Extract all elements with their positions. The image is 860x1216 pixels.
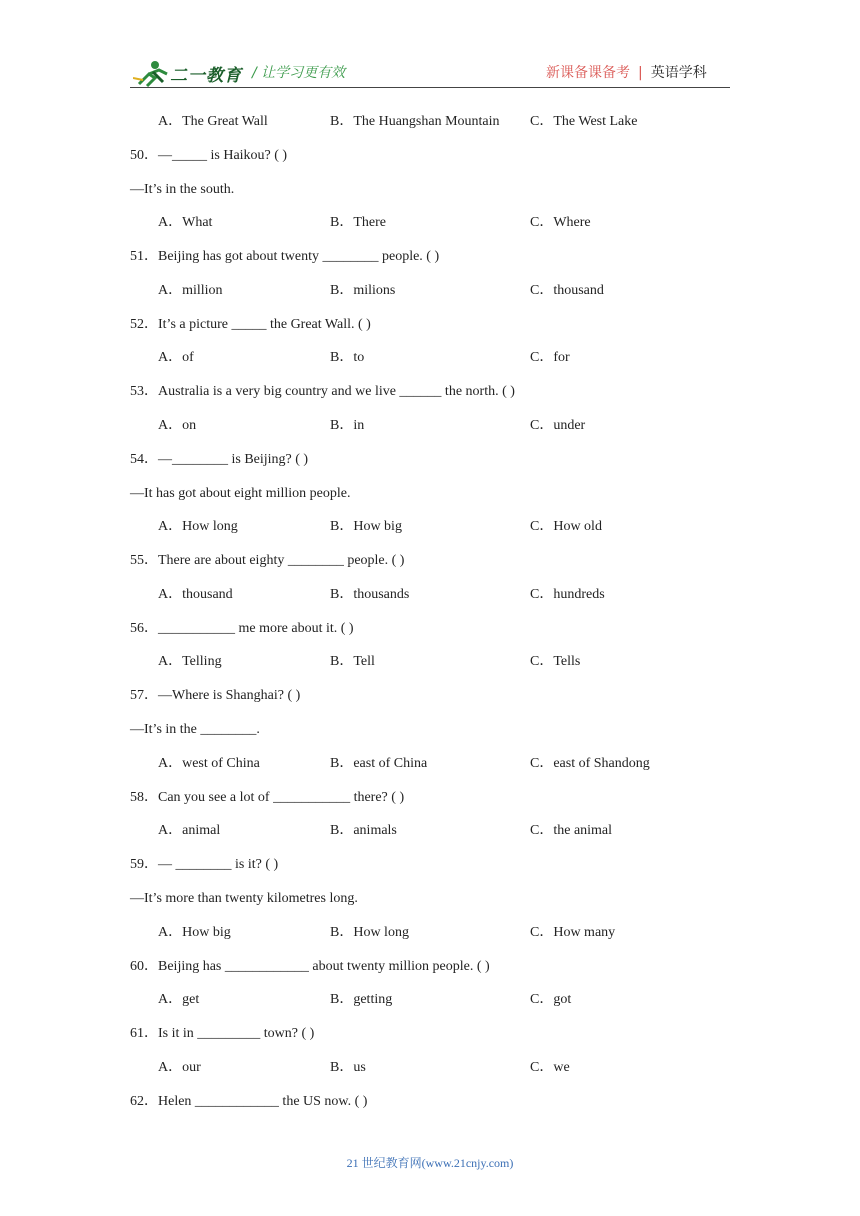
- option-c: C．The West Lake: [530, 114, 638, 129]
- answer-line: —It’s in the south.: [130, 182, 235, 197]
- option-b: B．getting: [330, 992, 393, 1007]
- header-subject-label: 英语学科: [650, 65, 707, 81]
- question-55: 55．There are about eighty ________ people. ( ): [130, 553, 405, 568]
- answer-line: —It has got about eight million people.: [130, 486, 351, 501]
- option-c: C．the animal: [530, 823, 613, 838]
- page-header: [0, 0, 860, 100]
- question-56: 56．___________ me more about it. ( ): [130, 621, 354, 636]
- option-c: C．got: [530, 992, 572, 1007]
- answer-line: —It’s more than twenty kilometres long.: [130, 891, 358, 906]
- option-c: C．east of Shandong: [530, 756, 650, 771]
- option-c: C．under: [530, 418, 586, 433]
- option-b: B．east of China: [330, 756, 428, 771]
- option-a: A．How long: [158, 519, 238, 534]
- question-60: 60．Beijing has ____________ about twenty million people. ( ): [130, 959, 490, 974]
- option-a: A．How big: [158, 925, 231, 940]
- option-b: B．us: [330, 1060, 366, 1075]
- header-course-label: 新课备课备考: [546, 65, 630, 81]
- header-divider-line: [130, 87, 730, 88]
- option-a: A．The Great Wall: [158, 114, 268, 129]
- question-57: 57．—Where is Shanghai? ( ): [130, 688, 301, 703]
- option-b: B．The Huangshan Mountain: [330, 114, 500, 129]
- option-b: B．thousands: [330, 587, 410, 602]
- option-c: C．thousand: [530, 283, 604, 298]
- question-61: 61．Is it in _________ town? ( ): [130, 1026, 315, 1041]
- option-a: A．Telling: [158, 654, 222, 669]
- slogan: / 让学习更有效: [252, 65, 346, 81]
- option-b: B．milions: [330, 283, 396, 298]
- question-54: 54．—________ is Beijing? ( ): [130, 452, 309, 467]
- option-b: B．animals: [330, 823, 397, 838]
- header-divider: |: [638, 65, 643, 81]
- option-a: A．animal: [158, 823, 221, 838]
- header-subject: [546, 62, 707, 82]
- question-58: 58．Can you see a lot of ___________ there? ( ): [130, 790, 405, 805]
- option-c: C．we: [530, 1060, 570, 1075]
- option-b: B．There: [330, 215, 386, 230]
- option-c: C．for: [530, 350, 570, 365]
- option-a: A．west of China: [158, 756, 260, 771]
- question-52: 52．It’s a picture _____ the Great Wall. ( ): [130, 317, 371, 332]
- question-51: 51．Beijing has got about twenty ________ people. ( ): [130, 249, 440, 264]
- option-c: C．Tells: [530, 654, 581, 669]
- question-59: 59．— ________ is it? ( ): [130, 857, 279, 872]
- option-b: B．Tell: [330, 654, 375, 669]
- option-b: B．How big: [330, 519, 402, 534]
- option-b: B．to: [330, 350, 365, 365]
- question-53: 53．Australia is a very big country and we live ______ the north. ( ): [130, 384, 515, 399]
- option-c: C．How many: [530, 925, 616, 940]
- question-62: 62．Helen ____________ the US now. ( ): [130, 1094, 368, 1109]
- option-a: A．of: [158, 350, 194, 365]
- option-b: B．in: [330, 418, 365, 433]
- option-a: A．on: [158, 418, 197, 433]
- answer-line: —It’s in the ________.: [130, 722, 260, 737]
- option-a: A．thousand: [158, 587, 233, 602]
- option-c: C．Where: [530, 215, 591, 230]
- option-c: C．hundreds: [530, 587, 605, 602]
- option-a: A．our: [158, 1060, 201, 1075]
- option-b: B．How long: [330, 925, 409, 940]
- option-c: C．How old: [530, 519, 602, 534]
- question-50: 50．—_____ is Haikou? ( ): [130, 148, 288, 163]
- logo-text: 二一教育: [170, 66, 242, 86]
- option-a: A．million: [158, 283, 223, 298]
- footer-source: 21 世纪教育网(www.21cnjy.com): [346, 1156, 514, 1170]
- option-a: A．What: [158, 215, 213, 230]
- option-a: A．get: [158, 992, 200, 1007]
